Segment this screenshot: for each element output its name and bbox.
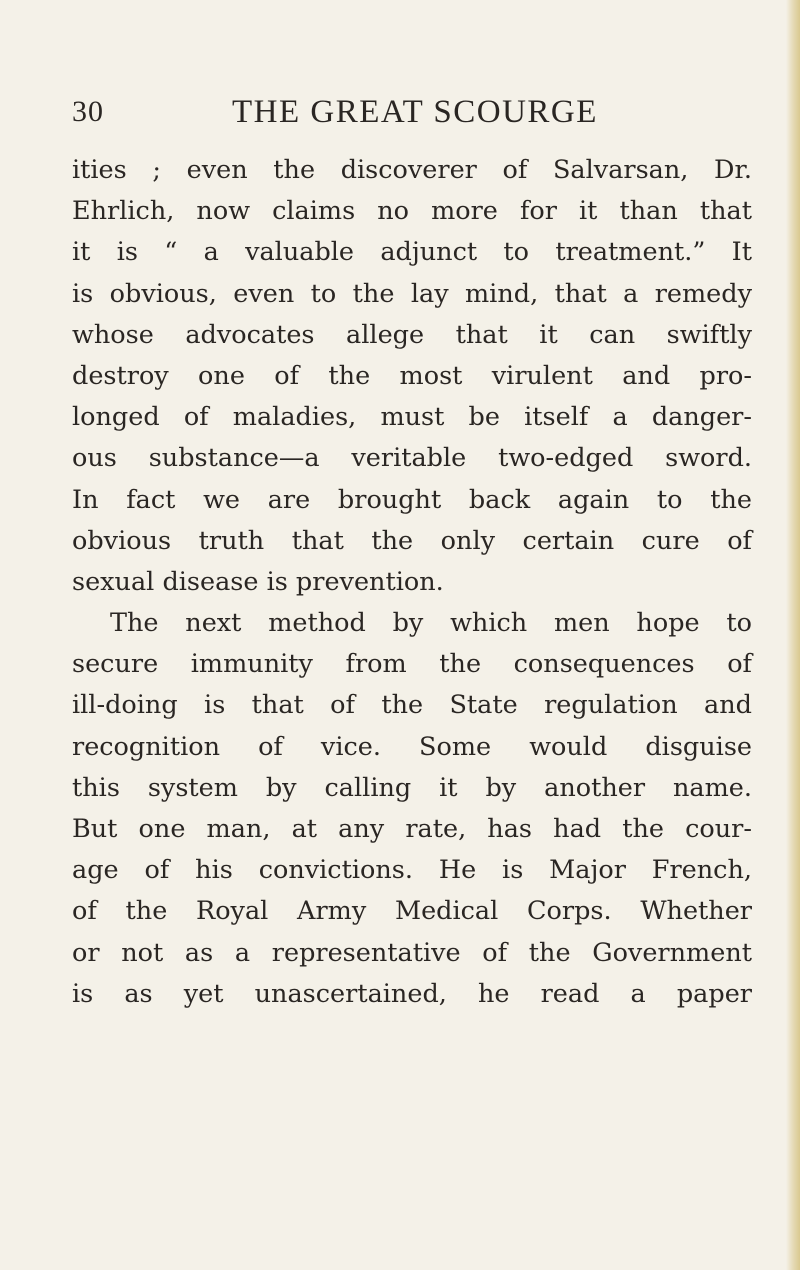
- body-text: [72, 150, 752, 1015]
- text-line: of the Royal Army Medical Corps. Whether: [72, 896, 752, 927]
- text-line: Ehrlich, now claims no more for it than that: [72, 196, 752, 227]
- text-line: secure immunity from the consequences of: [72, 649, 752, 680]
- text-line: age of his convictions. He is Major French,: [72, 855, 752, 886]
- text-line: obvious truth that the only certain cure of: [72, 525, 752, 556]
- text-line: In fact we are brought back again to the: [72, 484, 752, 515]
- page-number: 30: [72, 95, 104, 128]
- text-line: ities ; even the discoverer of Salvarsan, Dr.: [72, 155, 752, 185]
- paragraph-start-line: The next method by which men hope to: [110, 608, 752, 639]
- text-line: ous substance—a veritable two-edged sword.: [72, 443, 752, 474]
- text-line: whose advocates allege that it can swiftly: [72, 319, 752, 350]
- text-line: But one man, at any rate, has had the cour-: [72, 814, 752, 844]
- text-line: this system by calling it by another name.: [72, 772, 752, 803]
- running-title: THE GREAT SCOURGE: [232, 94, 598, 130]
- text-line: ill-doing is that of the State regulation and: [72, 690, 752, 721]
- page-edge: [786, 0, 800, 1270]
- text-line: longed of maladies, must be itself a danger-: [72, 402, 752, 433]
- text-line: is obvious, even to the lay mind, that a remedy: [72, 278, 752, 309]
- text-line: recognition of vice. Some would disguise: [72, 731, 752, 762]
- running-header: [72, 92, 732, 132]
- text-line: it is “ a valuable adjunct to treatment.” It: [72, 237, 752, 268]
- text-line: or not as a representative of the Government: [72, 937, 752, 968]
- text-line: is as yet unascertained, he read a paper: [72, 978, 752, 1009]
- text-line: destroy one of the most virulent and pro-: [72, 360, 752, 391]
- paragraph-end-line: sexual disease is prevention.: [72, 566, 444, 597]
